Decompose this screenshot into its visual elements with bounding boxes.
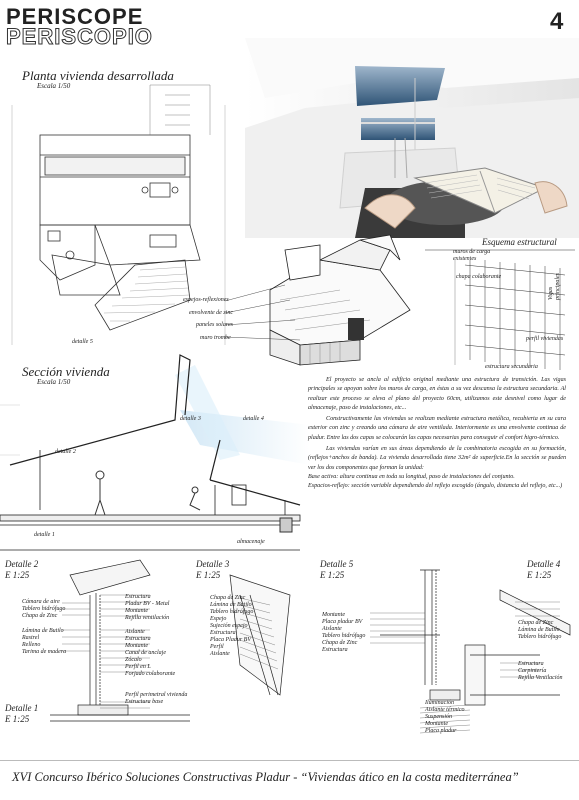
detail-label: Pladur BV - Metal: [125, 601, 170, 607]
axo-label-zinc: envolvente de zinc: [189, 310, 233, 316]
detalle3-scale: E 1:25: [196, 570, 221, 580]
detail-label: Estructura: [125, 594, 151, 600]
title-periscopio: PERISCOPIO: [6, 24, 153, 49]
detalle3-labels: [210, 595, 270, 658]
detail-label: Suspensión: [425, 714, 452, 720]
plan-scale: Escala 1/50: [37, 82, 71, 90]
section-callout-almacenaje: almacenaje: [237, 539, 265, 545]
detail-label: Canal de anclaje: [125, 650, 166, 656]
detail-label: Aislante térmico: [425, 707, 465, 713]
detail-label: Zócalo: [125, 657, 142, 663]
detail-label: Estructura: [322, 647, 348, 653]
detalle4-top-labels: [518, 620, 578, 641]
detail-label: Estructura: [518, 661, 544, 667]
detail-label: Lámina de Butilo: [210, 602, 252, 608]
detail-label: Rejilla ventilación: [125, 615, 170, 621]
estructural-label-perfil: perfil viviendas: [526, 336, 564, 342]
detail-label: Perfil perimetral vivienda: [125, 692, 188, 698]
detail-label: Montante: [125, 643, 148, 649]
description-text: [308, 376, 566, 492]
detail-label: Estructura: [125, 636, 151, 642]
detalle2-right-labels: [125, 594, 205, 706]
detail-label: Rastrel: [22, 635, 40, 641]
section-callout-detalle2: detalle 2: [55, 449, 76, 455]
detail-label: Chapa de Zinc: [22, 613, 58, 619]
page-number: 4: [550, 8, 564, 35]
section-title: Sección vivienda: [22, 364, 110, 379]
detalle2-scale: E 1:25: [5, 570, 30, 580]
detail-label: Tablero hidrófugo: [22, 606, 66, 612]
detalle3-title: Detalle 3: [196, 559, 230, 569]
detail-label: Tablero hidrófugo: [210, 609, 254, 615]
detalle1-title: Detalle 1: [5, 703, 39, 713]
plan-title: Planta vivienda desarrollada: [22, 68, 174, 83]
detalle4-bottom-labels: [425, 700, 485, 735]
detail-label: Placa pladur BV: [322, 619, 363, 625]
detalle2-title: Detalle 2: [5, 559, 39, 569]
detail-label: Rejilla Ventilación: [518, 675, 563, 681]
detail-label: Relleno: [22, 642, 41, 648]
detail-label: Montante: [125, 608, 148, 614]
footer-text: XVI Concurso Ibérico Soluciones Constructivas Pladur - “Viviendas ático en la costa mediterránea”: [12, 770, 519, 784]
detalle5-scale: E 1:25: [320, 570, 345, 580]
estructural-label-chapa: chapa colaborante: [456, 274, 502, 280]
description-paragraph: Las viviendas varían en sus áreas dependiendo de la combinatoria escogida en su formación, (reflejos+anchos de banda). La vivienda desarrollada tiene 32m² de superficie.En la sección se pueden ver los dos componentes que forman la unidad:: [308, 446, 566, 471]
detail-label: Tablero hidrófugo: [322, 633, 366, 639]
detail-label: Aislante: [322, 626, 342, 632]
plan-detalle5-tag: detalle 5: [72, 339, 93, 345]
detail-label: Forjado colaborante: [125, 671, 176, 677]
detalle5-labels: [322, 612, 377, 654]
detail-label: Aislante: [125, 629, 145, 635]
interior-render: [245, 38, 579, 238]
section-scale: Escala 1/50: [37, 378, 71, 386]
description-paragraph: Base activa: altura continua en toda su longitud, paso de instalaciones del conjunto.: [308, 473, 515, 480]
detail-label: Perfil en L: [125, 664, 151, 670]
axo-label-espejos: espejos-reflexiones: [183, 297, 229, 303]
detail-label: Tarima de madera: [22, 649, 67, 655]
description-paragraph: Constructivamente las viviendas se realizan mediante estructura metálica, recubierta en su cara exterior con zinc y creando una cámara de aire ventilada. Interiormente es una envolvente continua de pladur. Entre las dos capas se colocarán las capas necesarias para conseguir el confort higro-térmico.: [308, 416, 566, 441]
section-callout-detalle4: detalle 4: [243, 416, 264, 422]
detalle5-title: Detalle 5: [320, 559, 354, 569]
detail-label: Lámina de Butilo: [518, 627, 560, 633]
estructural-label-vigas: Vigas principales: [548, 273, 561, 300]
description-paragraph: El proyecto se ancla al edificio original mediante una estructura de transición. Las vigas principales se apoyan sobre los muros de carga, en éstas a su vez descansa la estructura secundaria. Al realizar este proceso se eleva el plano del proyecto 60cm, utilizamos este desnivel como lugar de almacenaje, paso de instalaciones, etc...: [308, 377, 566, 411]
section-callout-detalle3: detalle 3: [180, 416, 201, 422]
detail-label: Iluminación: [425, 700, 454, 706]
description-paragraph: Espacios-reflejo: sección variable dependiendo del reflejo escogido (ángulo, distancia del reflejo, etc...): [308, 483, 563, 490]
detail-label: Placa Pladur BV: [210, 637, 251, 643]
detail-label: Aislante: [210, 651, 230, 657]
detail-label: Montante: [322, 612, 345, 618]
estructural-label-secundaria: estructura secundaria: [485, 364, 538, 370]
detail-label: Montante: [425, 721, 448, 727]
detalle2-left-labels: [22, 599, 84, 656]
axo-label-trombe: muro trombe: [200, 335, 231, 341]
footer-rule: [0, 760, 579, 761]
detail-label: Lámina de Butilo: [22, 628, 64, 634]
estructural-title: Esquema estructural: [482, 237, 557, 247]
detail-label: Estructura: [210, 630, 236, 636]
detail-label: Carpintería: [518, 668, 547, 674]
detalle1-scale: E 1:25: [5, 714, 30, 724]
detail-label: Espejo: [210, 616, 227, 622]
detalle4-title: Detalle 4: [527, 559, 561, 569]
detail-label: Chapa de Zinc: [210, 595, 246, 601]
detail-label: Cámara de aire: [22, 599, 60, 605]
detalle4-scale: E 1:25: [527, 570, 552, 580]
detalle4-mid-labels: [518, 661, 578, 682]
detail-label: Tablero hidrófugo: [518, 634, 562, 640]
estructural-label-muros: muros de carga existentes: [453, 249, 491, 262]
detail-label: Chapa de Zinc: [518, 620, 554, 626]
detail-label: Chapa de Zinc: [322, 640, 358, 646]
section-drawing: [0, 345, 310, 555]
title-periscope: PERISCOPE: [6, 4, 144, 29]
detail-label: Placa pladur: [425, 728, 457, 734]
detail-label: Sujeción espejo: [210, 623, 248, 629]
detail-label: Estructura base: [125, 699, 164, 705]
detail-drawings: [0, 555, 579, 755]
axo-label-paneles: paneles solares: [196, 322, 233, 328]
section-callout-detalle1: detalle 1: [34, 532, 55, 538]
detail-label: Perfil: [210, 644, 224, 650]
